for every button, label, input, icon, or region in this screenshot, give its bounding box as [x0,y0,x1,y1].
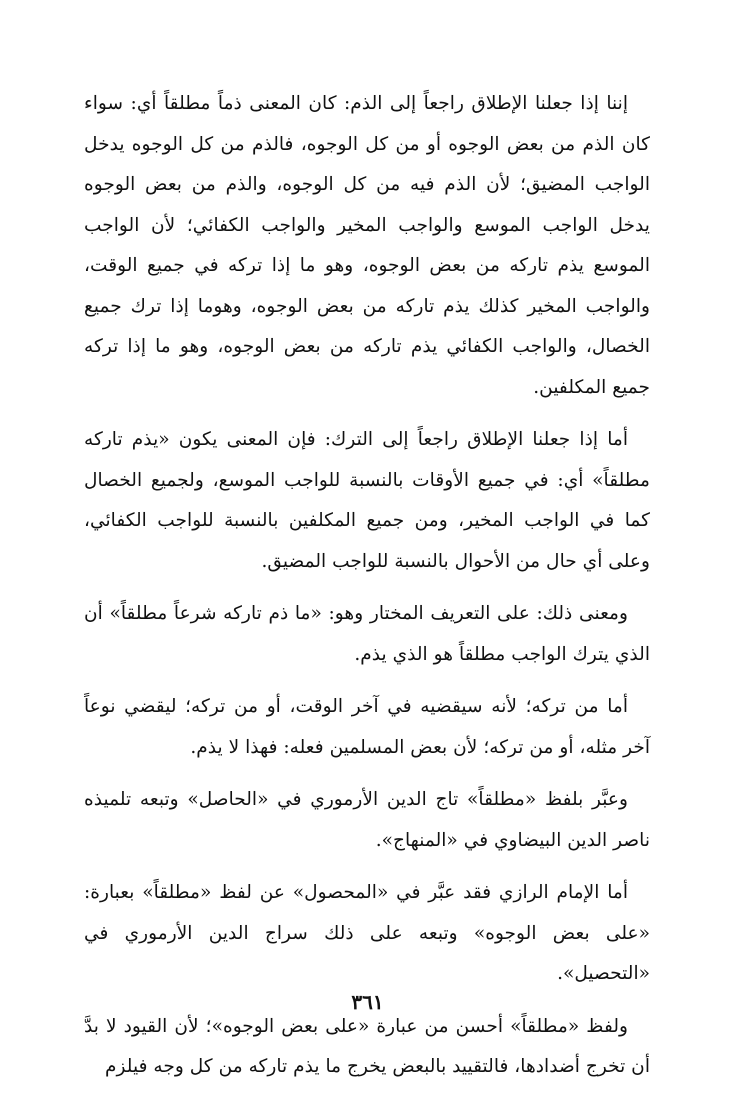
paragraph-mahsul-reference: أما الإمام الرازي فقد عبَّر في «المحصول» عن لفظ «مطلقاً» بعبارة: «على بعض الوجوه» وتبعه على ذلك سراج الدين الأرموري في «التحصيل». [84,882,650,984]
paragraph-definition: ومعنى ذلك: على التعريف المختار وهو: «ما ذم تاركه شرعاً مطلقاً» أن الذي يترك الواجب مطلقاً هو الذي يذم. [84,603,650,665]
page-body [84,84,650,1100]
page-number: ٣٦١ [351,990,384,1014]
paragraph-abandonment-meaning: أما إذا جعلنا الإطلاق راجعاً إلى الترك: فإن المعنى يكون «يذم تاركه مطلقاً» أي: في جميع الأوقات بالنسبة للواجب الموسع، ولجميع الخصال كما في الواجب المخير، ومن جميع المكلفين بالنسبة للواجب الكفائي، وعلى أي حال من الأحوال بالنسبة للواجب المضيق. [84,429,650,572]
paragraph-comparison: ولفظ «مطلقاً» أحسن من عبارة «على بعض الوجوه»؛ لأن القيود لا بدَّ أن تخرج أضدادها، فالتقييد بالبعض يخرج ما يذم تاركه من كل وجه فيلزم [84,1015,650,1077]
paragraph-exceptions: أما من تركه؛ لأنه سيقضيه في آخر الوقت، أو من تركه؛ ليقضي نوعاً آخر مثله، أو من تركه؛ لأن بعض المسلمين فعله: فهذا لا يذم. [84,696,650,758]
paragraph-hasil-reference: وعبَّر بلفظ «مطلقاً» تاج الدين الأرموري في «الحاصل» وتبعه تلميذه ناصر الدين البيضاوي في «المنهاج». [84,789,650,851]
paragraph-blame-meaning: إننا إذا جعلنا الإطلاق راجعاً إلى الذم: كان المعنى ذماً مطلقاً أي: سواء كان الذم من بعض الوجوه أو من كل الوجوه، فالذم من كل الوجوه يدخل الواجب المضيق؛ لأن الذم فيه من كل الوجوه، والذم من بعض الوجوه يدخل الواجب الموسع والواجب المخير والواجب الكفائي؛ لأن الواجب الموسع يذم تاركه من بعض الوجوه، وهو ما إذا تركه في جميع الوقت، والواجب المخير كذلك يذم تاركه من بعض الوجوه، وهوما إذا ترك جميع الخصال، والواجب الكفائي يذم تاركه من بعض الوجوه، وهو ما إذا تركه جميع المكلفين. [84,93,651,398]
